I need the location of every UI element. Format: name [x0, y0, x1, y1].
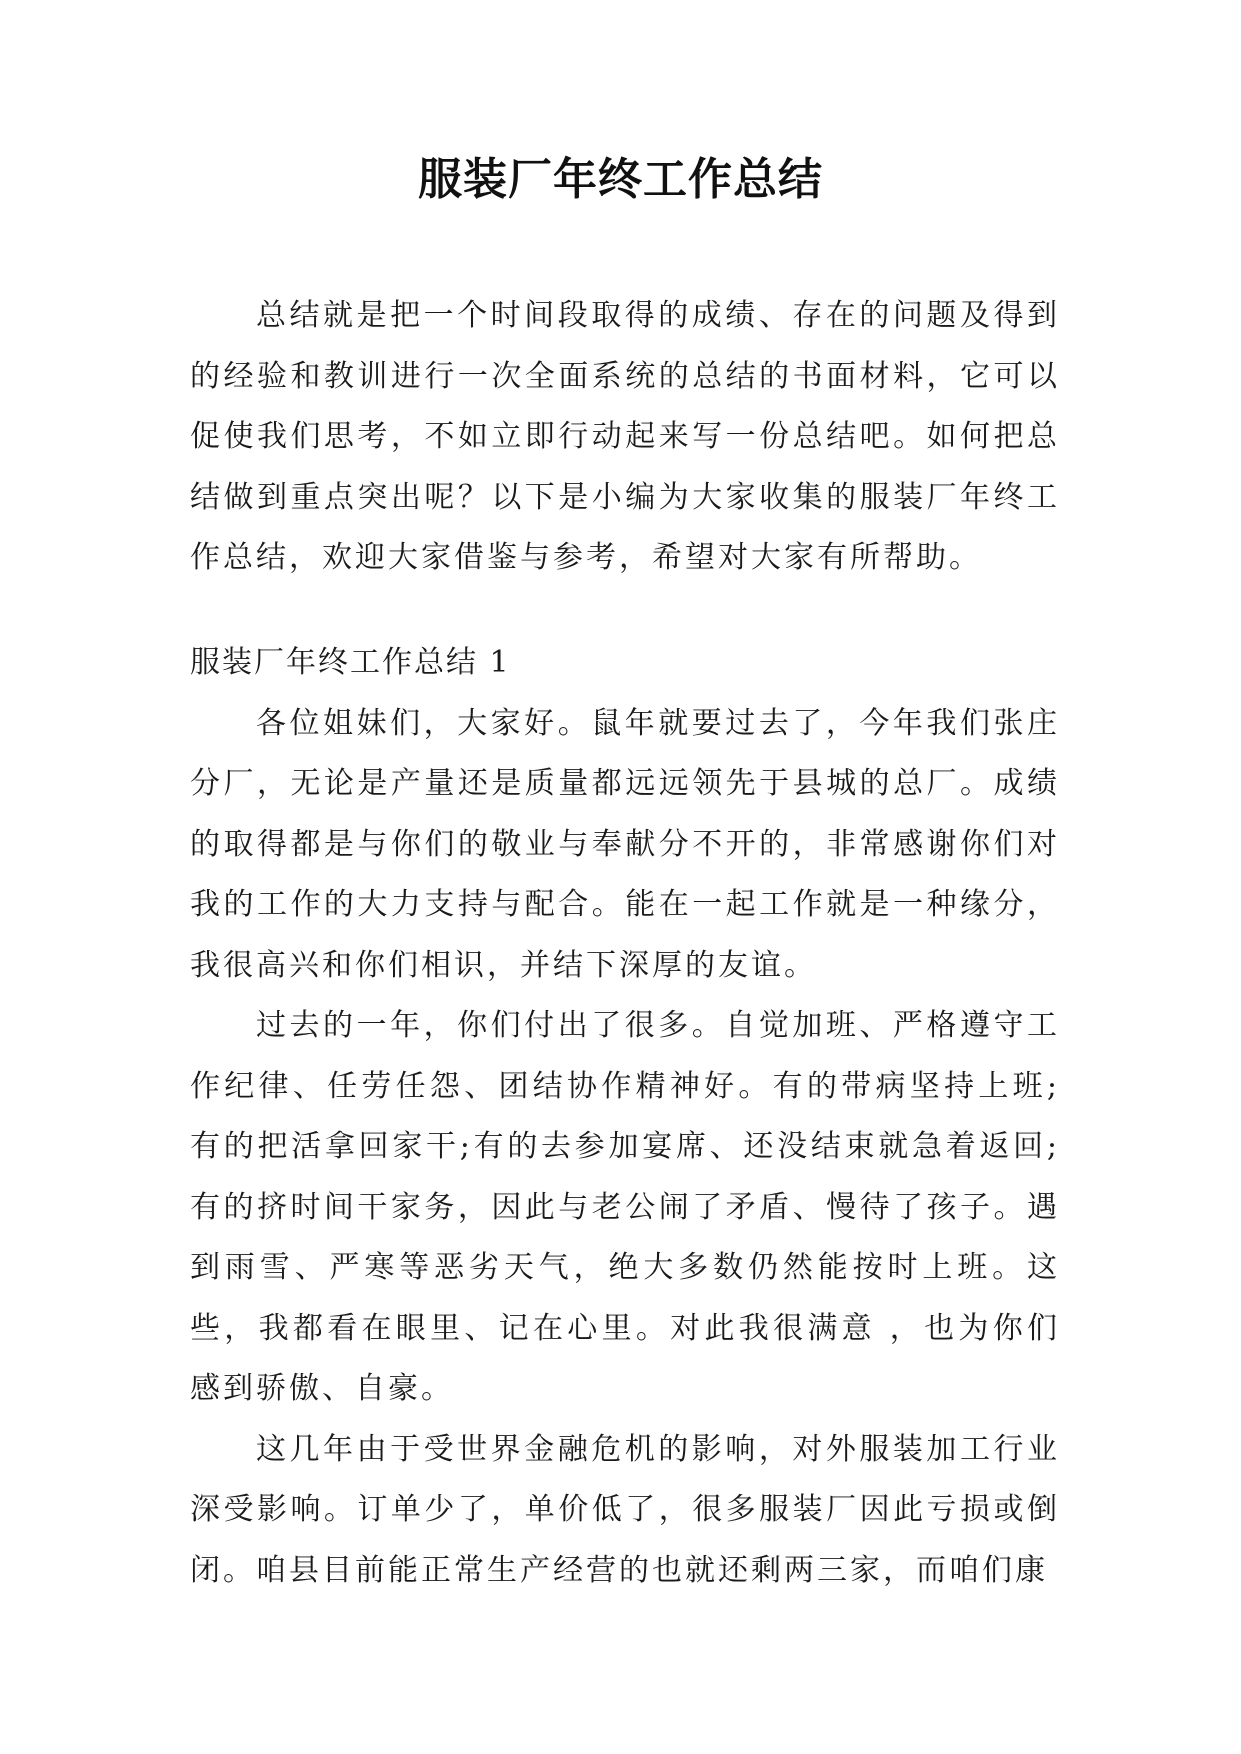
body-paragraph-1: 各位姐妹们，大家好。鼠年就要过去了，今年我们张庄分厂，无论是产量还是质量都远远领先于县城的总厂。成绩的取得都是与你们的敬业与奉献分不开的，非常感谢你们对我的工作的大力支持与配合。能在一起工作就是一种缘分，我很高兴和你们相识，并结下深厚的友谊。 [190, 705, 1060, 983]
body-paragraph-3: 这几年由于受世界金融危机的影响，对外服装加工行业深受影响。订单少了，单价低了，很多服装厂因此亏损或倒闭。咱县目前能正常生产经营的也就还剩两三家，而咱们康 [190, 1431, 1060, 1588]
intro-block [190, 286, 1060, 589]
body-paragraph-2: 过去的一年，你们付出了很多。自觉加班、严格遵守工作纪律、任劳任怨、团结协作精神好。有的带病坚持上班;有的把活拿回家干;有的去参加宴席、还没结束就急着返回;有的挤时间干家务，因此与老公闹了矛盾、慢待了孩子。遇到雨雪、严寒等恶劣天气，绝大多数仍然能按时上班。这些，我都看在眼里、记在心里。对此我很满意 ，也为你们感到骄傲、自豪。 [190, 1008, 1060, 1406]
intro-paragraph: 总结就是把一个时间段取得的成绩、存在的问题及得到的经验和教训进行一次全面系统的总结的书面材料，它可以促使我们思考，不如立即行动起来写一份总结吧。如何把总结做到重点突出呢？以下是小编为大家收集的服装厂年终工作总结，欢迎大家借鉴与参考，希望对大家有所帮助。 [190, 298, 1060, 575]
section-1 [190, 633, 1060, 1601]
document-title: 服装厂年终工作总结 [418, 154, 823, 205]
section-heading: 服装厂年终工作总结 1 [190, 645, 511, 680]
